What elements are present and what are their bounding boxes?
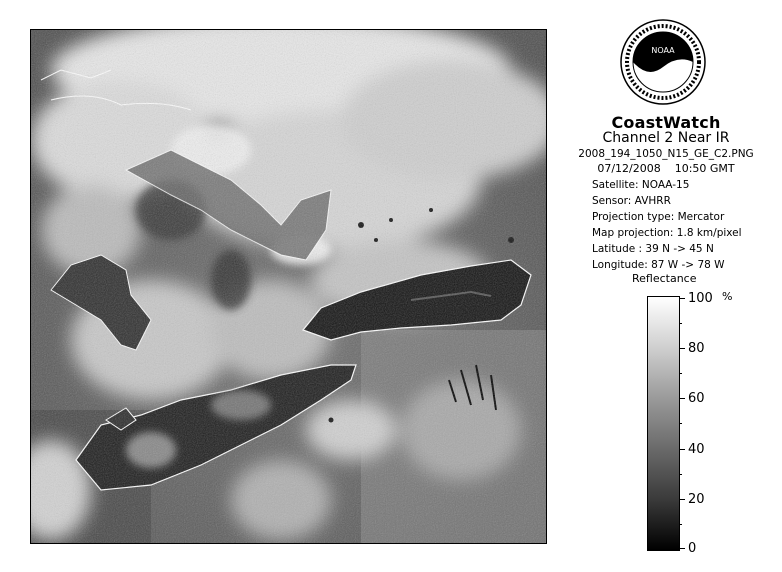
reflectance-colorbar xyxy=(647,296,680,551)
colorbar-tick-label: 80 xyxy=(688,341,705,356)
colorbar-tick xyxy=(679,398,685,399)
datetime: 07/12/2008 10:50 GMT xyxy=(597,162,735,175)
colorbar-tick xyxy=(679,298,685,299)
colorbar-tick-label: 20 xyxy=(688,492,705,507)
colorbar-tick-label: 100 xyxy=(688,291,713,306)
colorbar-tick xyxy=(679,499,685,500)
meta-sensor: Sensor: AVHRR xyxy=(592,195,671,207)
meta-projection-type: Projection type: Mercator xyxy=(592,211,725,223)
colorbar-minor-tick xyxy=(679,524,682,525)
colorbar-minor-tick xyxy=(679,323,682,324)
colorbar-minor-tick xyxy=(679,474,682,475)
colorbar-tick xyxy=(679,348,685,349)
app-title: CoastWatch xyxy=(611,113,721,132)
satellite-scene xyxy=(31,30,546,543)
noaa-logo xyxy=(620,19,706,105)
channel-label: Channel 2 Near IR xyxy=(602,130,730,146)
colorbar-tick xyxy=(679,548,685,549)
noaa-seal-icon xyxy=(620,19,706,105)
svg-text:NOAA: NOAA xyxy=(651,46,675,55)
meta-longitude: Longitude: 87 W -> 78 W xyxy=(592,259,725,271)
colorbar-unit: % xyxy=(722,290,733,303)
colorbar-tick-label: 40 xyxy=(688,442,705,457)
meta-map-projection: Map projection: 1.8 km/pixel xyxy=(592,227,742,239)
colorbar-tick-label: 0 xyxy=(688,541,697,556)
meta-latitude: Latitude : 39 N -> 45 N xyxy=(592,243,714,255)
colorbar-tick xyxy=(679,449,685,450)
meta-satellite: Satellite: NOAA-15 xyxy=(592,179,690,191)
filename: 2008_194_1050_N15_GE_C2.PNG xyxy=(578,148,754,160)
colorbar-minor-tick xyxy=(679,423,682,424)
colorbar-tick-label: 60 xyxy=(688,391,705,406)
colorbar-minor-tick xyxy=(679,373,682,374)
colorbar-label: Reflectance xyxy=(632,272,697,285)
satellite-image xyxy=(30,29,547,544)
